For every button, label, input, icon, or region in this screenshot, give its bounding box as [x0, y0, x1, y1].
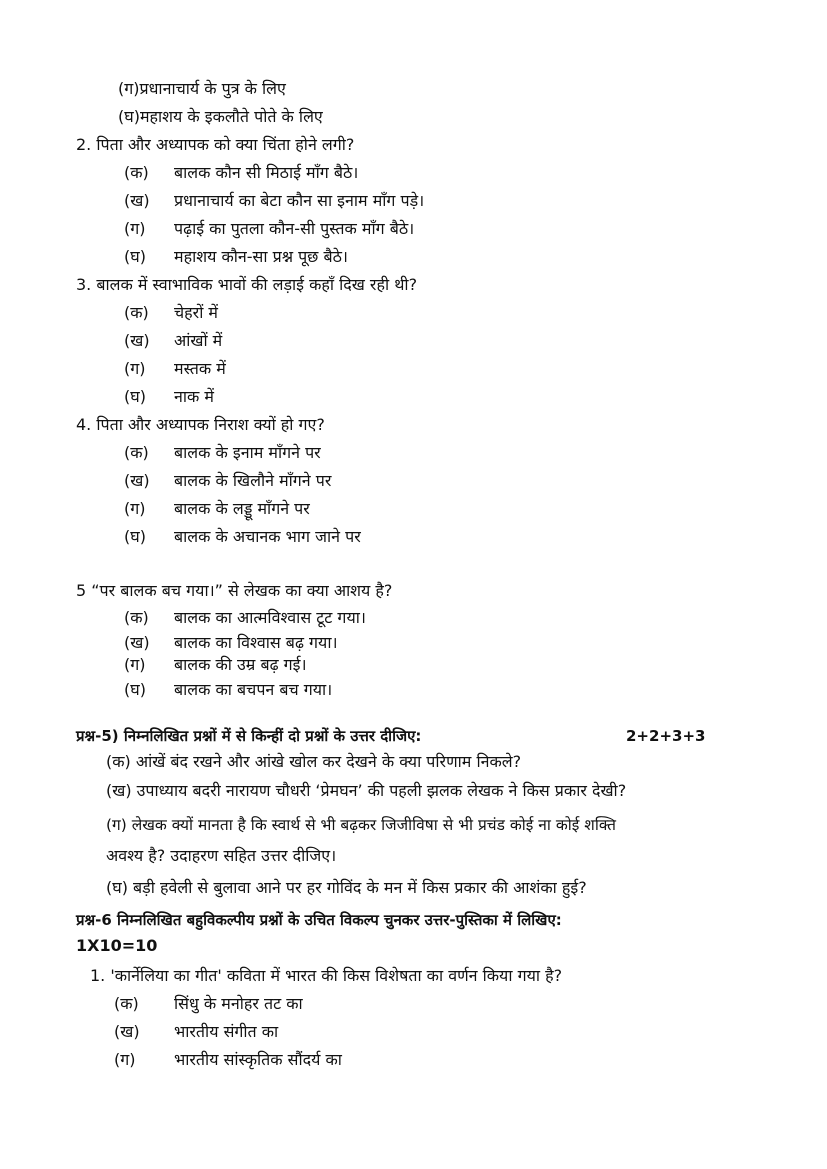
q4-option-ga — [124, 499, 310, 519]
option-text: चेहरों में — [174, 303, 218, 322]
q3-option-ga — [124, 359, 226, 379]
q2-option-kha — [124, 191, 424, 211]
option-text: बालक कौन सी मिठाई माँग बैठे। — [174, 163, 359, 182]
s6-option-ga — [114, 1050, 342, 1070]
option-label: (ख) — [124, 471, 150, 490]
option-text: बालक का विश्वास बढ़ गया। — [174, 633, 338, 652]
option-text: सिंधु के मनोहर तट का — [174, 994, 303, 1013]
question-3: 3. बालक में स्वाभाविक भावों की लड़ाई कहाँ दिख रही थी? — [76, 275, 418, 294]
section-6-marks: 1X10=10 — [76, 936, 158, 955]
option-text: बालक के लड्डू माँगने पर — [174, 499, 310, 518]
question-5: 5 “पर बालक बच गया।” से लेखक का क्या आशय है? — [76, 581, 393, 600]
section-5-marks: 2+2+3+3 — [626, 727, 706, 745]
q3-option-gha — [124, 387, 214, 407]
q3-option-ka — [124, 303, 218, 323]
q4-option-gha — [124, 527, 361, 547]
option-label: (ख) — [124, 191, 150, 210]
option-text: पढ़ाई का पुतला कौन-सी पुस्तक माँग बैठे। — [174, 219, 415, 238]
option-text: बालक के खिलौने माँगने पर — [174, 471, 332, 490]
q4-option-ka — [124, 443, 321, 463]
option-label: (क) — [124, 163, 149, 182]
option-label: (ख) — [124, 633, 150, 652]
q2-option-ga — [124, 219, 414, 239]
option-label: (ग) — [124, 499, 146, 518]
section-5-item-ka: (क) आंखें बंद रखने और आंखे खोल कर देखने के क्या परिणाम निकले? — [106, 752, 522, 771]
option-text: बालक के इनाम माँगने पर — [174, 443, 321, 462]
section-6-heading: प्रश्न-6 निम्नलिखित बहुविकल्पीय प्रश्नों के उचित विकल्प चुनकर उत्तर-पुस्तिका में लिखिए: — [76, 911, 562, 929]
q2-option-ka — [124, 163, 358, 183]
section-6-question-1: 1. 'कार्नेलिया का गीत' कविता में भारत की किस विशेषता का वर्णन किया गया है? — [90, 966, 563, 985]
option-label: (ग) — [114, 1050, 136, 1069]
q4-option-kha — [124, 471, 331, 491]
s6-option-kha — [114, 1022, 278, 1042]
section-5-item-gha: (घ) बड़ी हवेली से बुलावा आने पर हर गोविंद के मन में किस प्रकार की आशंका हुई? — [106, 878, 587, 897]
q5-option-gha — [124, 680, 332, 700]
option-label: (ग) — [124, 219, 146, 238]
option-label: (घ) — [124, 247, 146, 266]
section-5-item-kha: (ख) उपाध्याय बदरी नारायण चौधरी ‘प्रेमघन’ की पहली झलक लेखक ने किस प्रकार देखी? — [106, 781, 627, 800]
option-label: (घ) — [124, 527, 146, 546]
prev-option-ga: (ग)प्रधानाचार्य के पुत्र के लिए — [118, 79, 286, 98]
q5-option-kha — [124, 633, 338, 653]
question-4: 4. पिता और अध्यापक निराश क्यों हो गए? — [76, 415, 325, 434]
option-label: (ग) — [124, 359, 146, 378]
option-label: (क) — [124, 608, 149, 627]
section-5-item-ga: (ग) लेखक क्यों मानता है कि स्वार्थ से भी बढ़कर जिजीविषा से भी प्रचंड कोई ना कोई शक्ति — [106, 816, 616, 834]
option-text: नाक में — [174, 387, 214, 406]
option-text: मस्तक में — [174, 359, 226, 378]
option-label: (क) — [124, 303, 149, 322]
option-label: (क) — [114, 994, 139, 1013]
option-label: (ख) — [124, 331, 150, 350]
option-text: भारतीय संगीत का — [174, 1022, 279, 1041]
q5-option-ga — [124, 655, 307, 675]
option-text: आंखों में — [174, 331, 223, 350]
option-text: बालक की उम्र बढ़ गई। — [174, 655, 307, 674]
option-label: (ग) — [124, 655, 146, 674]
option-label: (ख) — [114, 1022, 140, 1041]
option-label: (क) — [124, 443, 149, 462]
option-text: प्रधानाचार्य का बेटा कौन सा इनाम माँग पड़े। — [174, 191, 425, 210]
q2-option-gha — [124, 247, 348, 267]
s6-option-ka — [114, 994, 303, 1014]
option-label: (घ) — [124, 680, 146, 699]
prev-option-gha: (घ)महाशय के इकलौते पोते के लिए — [118, 107, 323, 126]
option-text: बालक का बचपन बच गया। — [174, 680, 333, 699]
q3-option-kha — [124, 331, 222, 351]
question-2: 2. पिता और अध्यापक को क्या चिंता होने लगी? — [76, 135, 355, 154]
q5-option-ka — [124, 608, 366, 628]
option-text: बालक के अचानक भाग जाने पर — [174, 527, 361, 546]
option-label: (घ) — [124, 387, 146, 406]
option-text: महाशय कौन-सा प्रश्न पूछ बैठे। — [174, 247, 348, 266]
section-5-heading: प्रश्न-5) निम्नलिखित प्रश्नों में से किन्हीं दो प्रश्नों के उत्तर दीजिए: — [76, 727, 422, 745]
option-text: बालक का आत्मविश्वास टूट गया। — [174, 608, 366, 627]
option-text: भारतीय सांस्कृतिक सौंदर्य का — [174, 1050, 342, 1069]
section-5-item-ga-continued: अवश्य है? उदाहरण सहित उत्तर दीजिए। — [106, 846, 337, 865]
